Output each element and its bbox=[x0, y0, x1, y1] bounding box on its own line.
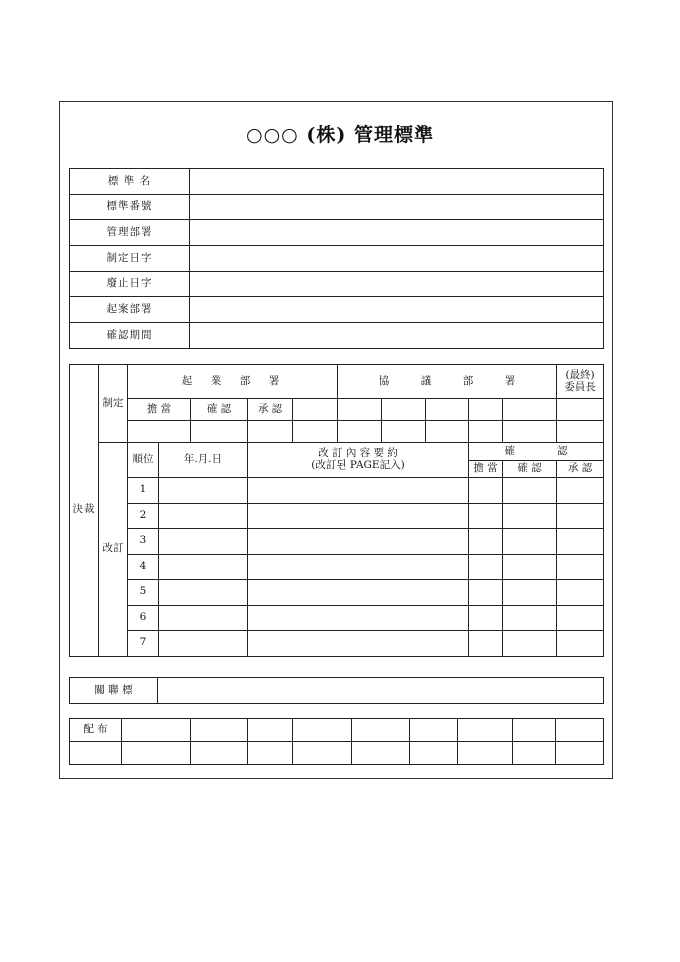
revision-in-charge-cell[interactable] bbox=[469, 580, 503, 606]
distribution-table bbox=[69, 718, 604, 765]
info-value[interactable] bbox=[190, 220, 604, 246]
related-standards-value[interactable] bbox=[158, 678, 604, 704]
order-header: 順位 bbox=[128, 443, 159, 478]
revision-approve-cell[interactable] bbox=[557, 605, 604, 631]
revision-in-charge-cell[interactable] bbox=[469, 529, 503, 555]
info-row bbox=[70, 297, 604, 323]
revision-date-cell[interactable] bbox=[159, 605, 248, 631]
revision-confirm-cell[interactable] bbox=[503, 503, 557, 529]
revision-date-cell[interactable] bbox=[159, 529, 248, 555]
revision-date-cell[interactable] bbox=[159, 503, 248, 529]
revision-in-charge-header: 擔 當 bbox=[469, 461, 503, 478]
in-charge-header: 擔 當 bbox=[128, 399, 191, 421]
related-standards-table bbox=[69, 677, 604, 704]
revision-summary-header bbox=[248, 443, 469, 478]
in-charge-sign-cell[interactable] bbox=[128, 421, 191, 443]
distribution-cell[interactable] bbox=[410, 719, 458, 742]
distribution-cell[interactable] bbox=[70, 742, 122, 765]
chair-header-line2: 委員長 bbox=[564, 380, 596, 393]
distribution-cell[interactable] bbox=[458, 742, 513, 765]
approve-header: 承 認 bbox=[248, 399, 293, 421]
date-header: 年.月.日 bbox=[159, 443, 248, 478]
info-value[interactable] bbox=[190, 323, 604, 349]
revision-order: 7 bbox=[128, 631, 159, 657]
approval-group-label: 決裁 bbox=[70, 365, 99, 657]
info-label: 廢止日字 bbox=[70, 271, 190, 297]
revision-order: 5 bbox=[128, 580, 159, 606]
revision-row bbox=[70, 580, 604, 606]
consult-sign-cell[interactable] bbox=[382, 421, 426, 443]
revision-confirm-cell[interactable] bbox=[503, 580, 557, 606]
revision-summary-cell[interactable] bbox=[248, 503, 469, 529]
distribution-cell[interactable] bbox=[248, 719, 293, 742]
info-label: 管理部署 bbox=[70, 220, 190, 246]
chair-sign-cell[interactable] bbox=[557, 421, 604, 443]
info-row bbox=[70, 220, 604, 246]
related-standards-label: 關 聯 標 bbox=[70, 678, 158, 704]
distribution-cell[interactable] bbox=[513, 742, 556, 765]
distribution-cell[interactable] bbox=[556, 719, 604, 742]
distribution-cell[interactable] bbox=[352, 719, 410, 742]
consult-sign-cell[interactable] bbox=[293, 421, 338, 443]
revision-approve-cell[interactable] bbox=[557, 529, 604, 555]
revision-approve-cell[interactable] bbox=[557, 478, 604, 504]
revision-date-cell[interactable] bbox=[159, 631, 248, 657]
distribution-cell[interactable] bbox=[122, 742, 191, 765]
revision-summary-cell[interactable] bbox=[248, 631, 469, 657]
revision-date-cell[interactable] bbox=[159, 580, 248, 606]
info-label: 起案部署 bbox=[70, 297, 190, 323]
distribution-cell[interactable] bbox=[248, 742, 293, 765]
info-value[interactable] bbox=[190, 194, 604, 220]
revision-confirm-header: 確 認 bbox=[503, 461, 557, 478]
info-value[interactable] bbox=[190, 271, 604, 297]
consult-sign-cell[interactable] bbox=[338, 421, 382, 443]
revision-date-cell[interactable] bbox=[159, 478, 248, 504]
enact-label: 制定 bbox=[99, 365, 128, 443]
revision-in-charge-cell[interactable] bbox=[469, 605, 503, 631]
consult-sign-cell[interactable] bbox=[426, 399, 469, 421]
revision-in-charge-cell[interactable] bbox=[469, 503, 503, 529]
revision-summary-line2: (改訂된 PAGE記入) bbox=[311, 459, 405, 471]
chair-sign-cell[interactable] bbox=[557, 399, 604, 421]
chair-header-line1: (最終) bbox=[565, 368, 595, 381]
revision-summary-cell[interactable] bbox=[248, 605, 469, 631]
consult-sign-cell[interactable] bbox=[503, 399, 557, 421]
revision-confirm-cell[interactable] bbox=[503, 554, 557, 580]
info-label: 確認期間 bbox=[70, 323, 190, 349]
revision-approve-cell[interactable] bbox=[557, 503, 604, 529]
info-value[interactable] bbox=[190, 246, 604, 272]
info-value[interactable] bbox=[190, 297, 604, 323]
info-label: 制定日字 bbox=[70, 246, 190, 272]
revision-confirm-cell[interactable] bbox=[503, 478, 557, 504]
revision-approve-cell[interactable] bbox=[557, 554, 604, 580]
revision-confirm-group-header: 確 認 bbox=[469, 443, 604, 461]
revision-row bbox=[70, 631, 604, 657]
info-row bbox=[70, 271, 604, 297]
revision-summary-cell[interactable] bbox=[248, 580, 469, 606]
revision-in-charge-cell[interactable] bbox=[469, 631, 503, 657]
revision-summary-cell[interactable] bbox=[248, 529, 469, 555]
revision-confirm-cell[interactable] bbox=[503, 529, 557, 555]
distribution-cell[interactable] bbox=[352, 742, 410, 765]
consult-sign-cell[interactable] bbox=[469, 399, 503, 421]
info-row bbox=[70, 246, 604, 272]
consult-sign-cell[interactable] bbox=[426, 421, 469, 443]
standard-info-table bbox=[69, 168, 604, 349]
consult-sign-cell[interactable] bbox=[503, 421, 557, 443]
approve-sign-cell[interactable] bbox=[248, 421, 293, 443]
distribution-cell[interactable] bbox=[458, 719, 513, 742]
revision-approve-header: 承 認 bbox=[557, 461, 604, 478]
chair-header bbox=[557, 365, 604, 399]
info-row bbox=[70, 323, 604, 349]
confirm-header: 確 認 bbox=[191, 399, 248, 421]
distribution-cell[interactable] bbox=[191, 742, 248, 765]
info-label: 標 準 名 bbox=[70, 169, 190, 195]
consult-sign-cell[interactable] bbox=[338, 399, 382, 421]
info-row bbox=[70, 194, 604, 220]
distribution-cell[interactable] bbox=[513, 719, 556, 742]
revision-order: 1 bbox=[128, 478, 159, 504]
document-title: ○○○ (株) 管理標準 bbox=[246, 124, 434, 146]
revision-summary-line1: 改 訂 內 容 要 約 bbox=[318, 447, 398, 460]
approval-table bbox=[69, 364, 604, 657]
confirm-sign-cell[interactable] bbox=[191, 421, 248, 443]
consult-sign-cell[interactable] bbox=[382, 399, 426, 421]
revision-row bbox=[70, 503, 604, 529]
distribution-cell[interactable] bbox=[191, 719, 248, 742]
consult-dept-header: 協 議 部 署 bbox=[338, 365, 557, 399]
revision-confirm-cell[interactable] bbox=[503, 631, 557, 657]
distribution-cell[interactable] bbox=[410, 742, 458, 765]
revision-row bbox=[70, 478, 604, 504]
drafting-dept-header: 起 業 部 署 bbox=[128, 365, 338, 399]
distribution-cell[interactable] bbox=[556, 742, 604, 765]
revision-order: 3 bbox=[128, 529, 159, 555]
info-value[interactable] bbox=[190, 169, 604, 195]
revision-order: 2 bbox=[128, 503, 159, 529]
revision-in-charge-cell[interactable] bbox=[469, 554, 503, 580]
distribution-cell[interactable] bbox=[122, 719, 191, 742]
distribution-cell[interactable] bbox=[293, 719, 352, 742]
distribution-cell[interactable] bbox=[293, 742, 352, 765]
info-label: 標準番號 bbox=[70, 194, 190, 220]
revision-approve-cell[interactable] bbox=[557, 580, 604, 606]
revision-summary-cell[interactable] bbox=[248, 554, 469, 580]
revision-confirm-cell[interactable] bbox=[503, 605, 557, 631]
revision-order: 6 bbox=[128, 605, 159, 631]
revision-approve-cell[interactable] bbox=[557, 631, 604, 657]
revise-label: 改訂 bbox=[99, 443, 128, 657]
consult-sign-cell[interactable] bbox=[469, 421, 503, 443]
revision-row bbox=[70, 554, 604, 580]
consult-sign-cell[interactable] bbox=[293, 399, 338, 421]
revision-row bbox=[70, 529, 604, 555]
revision-date-cell[interactable] bbox=[159, 554, 248, 580]
distribution-label: 配 布 bbox=[70, 719, 122, 742]
info-row bbox=[70, 169, 604, 195]
revision-order: 4 bbox=[128, 554, 159, 580]
revision-row bbox=[70, 605, 604, 631]
revision-summary-cell[interactable] bbox=[248, 478, 469, 504]
revision-in-charge-cell[interactable] bbox=[469, 478, 503, 504]
